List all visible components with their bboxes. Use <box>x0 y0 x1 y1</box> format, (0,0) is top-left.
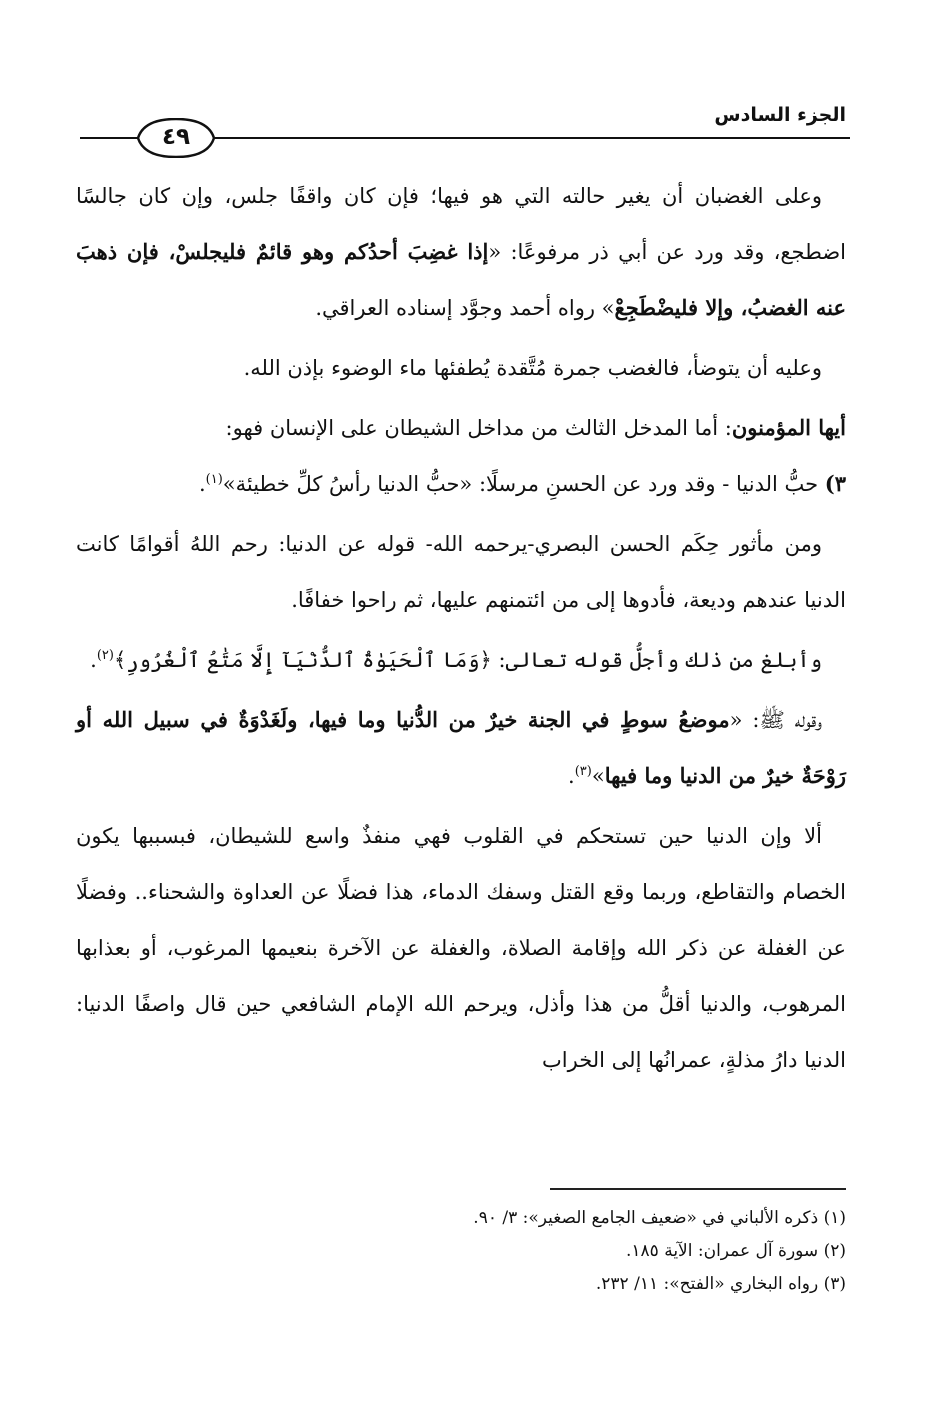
paragraph-prophet-hadith <box>76 692 846 804</box>
punctuation: . <box>198 472 206 496</box>
paragraph-text: حبُّ الدنيا - وقد ورد عن الحسنِ مرسلًا: «حبُّ الدنيا رأسُ كلِّ خطيئة» <box>222 472 825 496</box>
paragraph-text: : أما المدخل الثالث من مداخل الشيطان على الإنسان فهو: <box>225 416 732 440</box>
paragraph-quran-verse <box>76 632 846 688</box>
page-number: ٤٩ <box>161 124 191 150</box>
punctuation: . <box>90 648 97 672</box>
punctuation: » <box>591 764 605 788</box>
paragraph-third-entry <box>76 400 846 456</box>
running-title: الجزء السادس <box>714 104 846 126</box>
paragraph-text: » رواه أحمد وجوَّد إسناده العراقي. <box>315 296 615 320</box>
main-text <box>76 168 846 1088</box>
footnote-rule <box>550 1188 846 1190</box>
hadith-quote: إذا غضِبَ أحدُكم وهو قائمٌ فليجلسْ، فإن ذهبَ عنه الغضبُ، وإلا فليضْطَجِعْ <box>76 239 846 320</box>
item-number: ٣) <box>824 471 846 496</box>
paragraph-anger-remedy <box>76 168 846 336</box>
paragraph-hasan-basri: ومن مأثور حِكَم الحسن البصري-يرحمه الله- قوله عن الدنيا: رحم اللهُ أقوامًا كانت الدنيا عندهم وديعة، فأدوها إلى من ائتمنهم عليها، ثم راحوا خفافًا. <box>76 532 846 612</box>
paragraph-world-dangers: ألا وإن الدنيا حين تستحكم في القلوب فهي منفذٌ واسع للشيطان، فبسببها يكون الخصام والتقاطع، وربما وقع القتل وسفك الدماء، هذا فضلًا عن العداوة والشحناء.. وفضلًا عن الغفلة عن ذكر الله وإقامة الصلاة، والغفلة عن الآخرة بنعيمها المرغوب، أو بعذابها المرهوب، والدنيا أقلُّ من هذا وأذل، ويرحم الله الإمام الشافعي حين قال واصفًا الدنيا: الدنيا دارُ مذلةٍ، عمرانُها إلى الخراب <box>76 824 847 1072</box>
punctuation: . <box>568 764 575 788</box>
paragraph-text: وأبلغ من ذلك وأجلُّ قوله تعالى: ﴿وَمَا ٱلْحَيَوٰةُ ٱلدُّنْيَآ إِلَّا مَتَٰعُ ٱلْغُرُورِ﴾ <box>113 648 822 672</box>
paragraph-wudu: وعليه أن يتوضأ، فالغضب جمرة مُتَّقدة يُطفئها ماء الوضوء بإذن الله. <box>243 356 822 380</box>
footnote-2: (٢) سورة آل عمران: الآية ١٨٥. <box>625 1241 846 1261</box>
footnotes <box>76 1202 846 1301</box>
footnote-3: (٣) رواه البخاري «الفتح»: ١١/ ٢٣٢. <box>595 1274 846 1294</box>
footnote-ref: (٣) <box>574 764 592 779</box>
footnote-ref: (٢) <box>96 648 114 663</box>
paragraph-text: وعلى الغضبان أن يغير حالته التي هو فيها؛ فإن كان واقفًا جلس، وإن كان جالسًا اضطجع، وقد ورد عن أبي ذر مرفوعًا: « <box>76 184 847 264</box>
paragraph-text: وقوله ﷺ: « <box>729 708 822 732</box>
footnote-ref: (١) <box>205 472 223 487</box>
paragraph-love-of-world <box>76 456 846 512</box>
hadith-quote: موضعُ سوطٍ في الجنة خيرٌ من الدُّنيا وما فيها، ولَغَدْوَةٌ في سبيل الله أو رَوْحَةٌ خيرٌ من الدنيا وما فيها <box>76 707 846 788</box>
address-believers: أيها المؤمنون <box>731 415 846 440</box>
footnote-1: (١) ذكره الألباني في «ضعيف الجامع الصغير»: ٣/ ٩٠. <box>473 1208 846 1228</box>
